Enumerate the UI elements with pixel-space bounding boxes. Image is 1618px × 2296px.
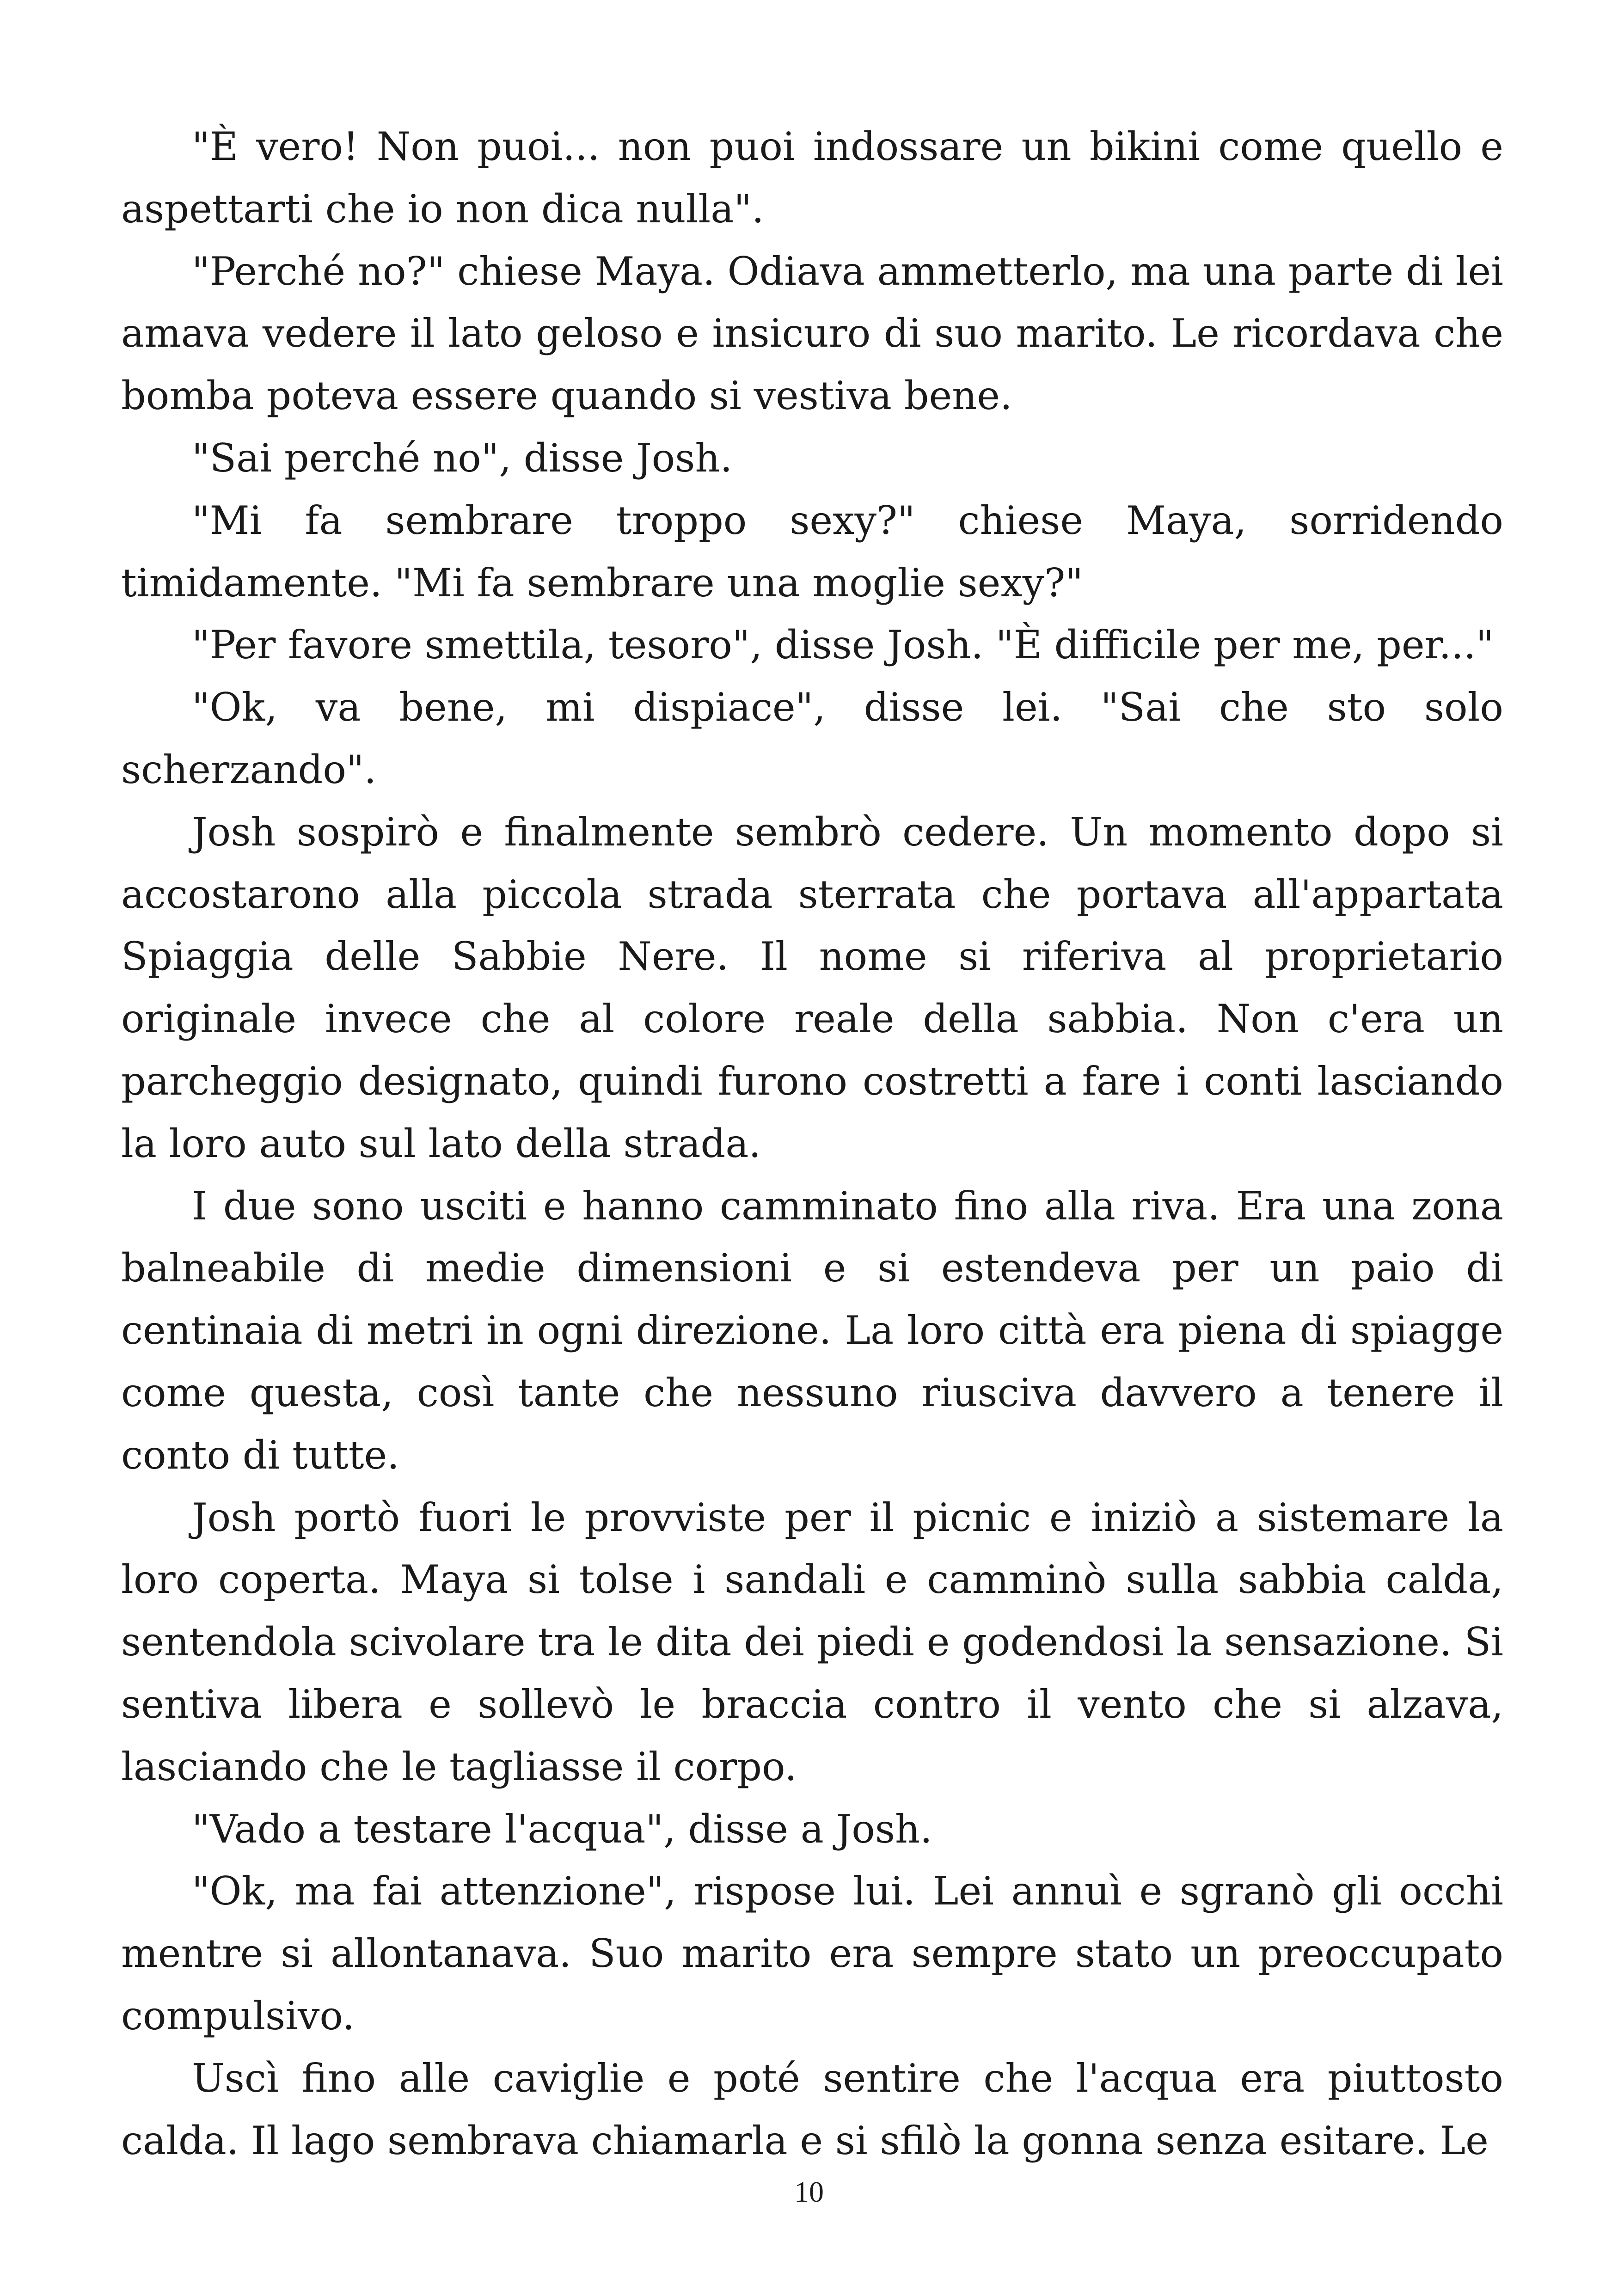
paragraph: "È vero! Non puoi... non puoi indossare un bikini come quello e aspettarti che io non dica nulla". bbox=[121, 124, 1503, 232]
paragraph: Josh sospirò e finalmente sembrò cedere. Un momento dopo si accostarono alla piccola strada sterrata che portava all'appartata Spiaggia delle Sabbie Nere. Il nome si riferiva al proprietario originale invece che al colore reale della sabbia. Non c'era un parcheggio designato, quindi furono costretti a fare i conti lasciando la loro auto sul lato della strada. bbox=[121, 809, 1503, 1166]
paragraph: Josh portò fuori le provviste per il picnic e iniziò a sistemare la loro coperta. Maya si tolse i sandali e camminò sulla sabbia calda, sentendola scivolare tra le dita dei piedi e godendosi la sensazione. Si sentiva libera e sollevò le braccia contro il vento che si alzava, lasciando che le tagliasse il corpo. bbox=[121, 1494, 1503, 1789]
paragraph: "Sai perché no", disse Josh. bbox=[192, 435, 733, 481]
paragraph: "Vado a testare l'acqua", disse a Josh. bbox=[192, 1806, 932, 1852]
paragraph: "Per favore smettila, tesoro", disse Josh. "È difficile per me, per..." bbox=[192, 622, 1494, 668]
paragraph: "Ok, ma fai attenzione", rispose lui. Lei annuì e sgranò gli occhi mentre si allontanava. Suo marito era sempre stato un preoccupato compulsivo. bbox=[121, 1868, 1503, 2039]
page-number: 10 bbox=[794, 2175, 824, 2208]
paragraph: "Mi fa sembrare troppo sexy?" chiese Maya, sorridendo timidamente. "Mi fa sembrare una moglie sexy?" bbox=[121, 497, 1503, 606]
paragraph: Uscì fino alle caviglie e poté sentire che l'acqua era piuttosto calda. Il lago sembrava chiamarla e si sfilò la gonna senza esitare. Le bbox=[121, 2055, 1503, 2163]
paragraph: "Ok, va bene, mi dispiace", disse lei. "Sai che sto solo scherzando". bbox=[121, 685, 1503, 792]
paragraph: "Perché no?" chiese Maya. Odiava ammetterlo, ma una parte di lei amava vedere il lato geloso e insicuro di suo marito. Le ricordava che bomba poteva essere quando si vestiva bene. bbox=[121, 248, 1503, 419]
paragraph: I due sono usciti e hanno camminato fino alla riva. Era una zona balneabile di medie dimensioni e si estendeva per un paio di centinaia di metri in ogni direzione. La loro città era piena di spiagge come questa, così tante che nessuno riusciva davvero a tenere il conto di tutte. bbox=[121, 1183, 1503, 1478]
body-text bbox=[121, 116, 1503, 2172]
